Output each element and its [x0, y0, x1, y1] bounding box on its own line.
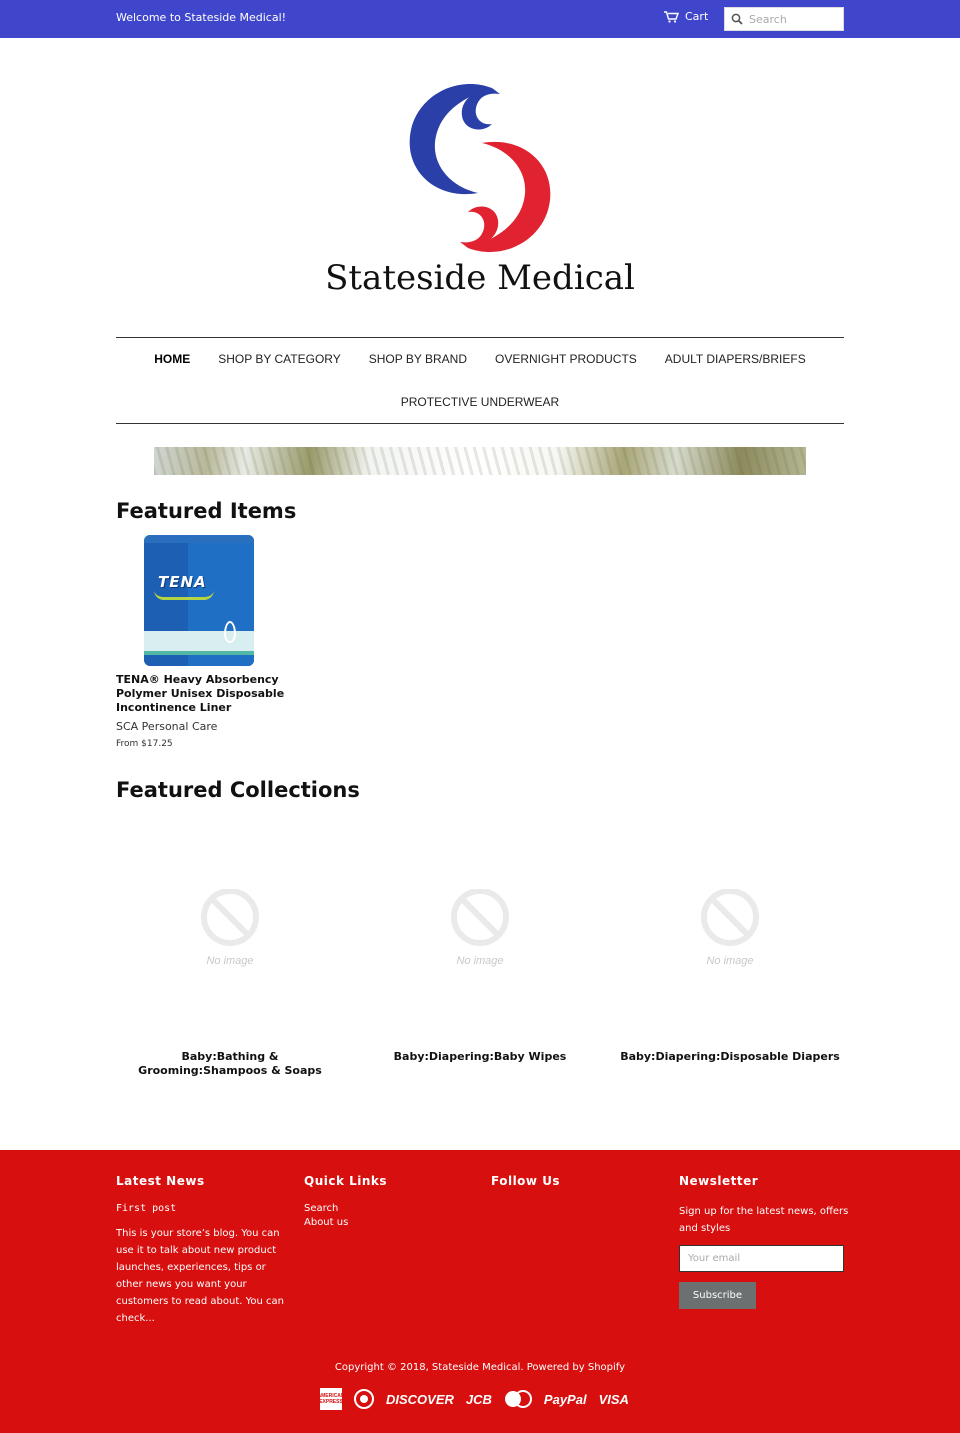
visa-icon: VISA — [598, 1391, 629, 1407]
footer-follow-us — [491, 1174, 661, 1188]
site-logo[interactable] — [300, 78, 660, 303]
cart-label: Cart — [685, 10, 709, 23]
nav-row — [116, 352, 844, 366]
top-bar — [0, 0, 960, 38]
copyright: Copyright © 2018, Stateside Medical. Powered by Shopify — [334, 1362, 626, 1373]
nav-item-overnight-products[interactable]: OVERNIGHT PRODUCTS — [495, 352, 637, 366]
no-image-label: No image — [456, 955, 504, 967]
brand-name: Stateside Medical — [325, 258, 635, 298]
footer-link-about-us[interactable]: About us — [304, 1217, 349, 1228]
footer-heading: Quick Links — [304, 1174, 388, 1188]
product-vendor: SCA Personal Care — [116, 720, 218, 733]
main-nav — [116, 337, 844, 424]
nav-item-shop-by-brand[interactable]: SHOP BY BRAND — [368, 352, 467, 366]
hero-banner-image[interactable] — [154, 447, 806, 475]
product-title[interactable]: TENA® Heavy Absorbency Polymer Unisex Disposable Incontinence Liner — [116, 673, 285, 714]
welcome-message: Welcome to Stateside Medical! — [116, 11, 287, 24]
jcb-icon: JCB — [465, 1391, 492, 1407]
newsletter-text: Sign up for the latest news, offers and styles — [679, 1206, 849, 1234]
payment-icons — [317, 1387, 650, 1411]
blog-post-excerpt: This is your store’s blog. You can use it to talk about new product launches, experiences, tips or other news you want your customers to read about. You can check... — [116, 1228, 284, 1324]
paypal-icon: PayPal — [543, 1391, 587, 1407]
footer-quick-links — [304, 1174, 474, 1228]
collection-title[interactable]: Baby:Bathing & Grooming:Shampoos & Soaps — [138, 1050, 322, 1077]
no-image-label: No image — [206, 955, 254, 967]
email-field-wrapper — [679, 1245, 844, 1272]
nav-item-shop-by-category[interactable]: SHOP BY CATEGORY — [218, 352, 341, 366]
collection-title[interactable]: Baby:Diapering:Disposable Diapers — [620, 1050, 840, 1063]
logo-mark-icon — [400, 78, 560, 258]
subscribe-button[interactable]: Subscribe — [679, 1282, 756, 1309]
nav-item-home[interactable]: HOME — [154, 352, 191, 366]
nav-item-protective-underwear[interactable]: PROTECTIVE UNDERWEAR — [400, 395, 560, 409]
footer-latest-news — [116, 1174, 286, 1327]
no-image-label: No image — [706, 955, 754, 967]
mastercard-icon — [504, 1390, 532, 1408]
email-field[interactable] — [688, 1246, 838, 1271]
american-express-icon: AMERICAN EXPRESS — [320, 1388, 342, 1410]
product-image-brand: TENA — [158, 573, 207, 591]
nav-row — [116, 395, 844, 409]
site-footer — [0, 1150, 960, 1433]
product-image[interactable] — [144, 535, 254, 666]
footer-heading: Latest News — [116, 1174, 205, 1188]
featured-items-heading: Featured Items — [116, 499, 297, 523]
nav-item-adult-diapers-briefs[interactable]: ADULT DIAPERS/BRIEFS — [664, 352, 806, 366]
diners-club-icon — [354, 1389, 374, 1409]
search-input[interactable] — [749, 13, 839, 26]
discover-icon: DISCOVER — [386, 1391, 454, 1407]
footer-newsletter — [679, 1174, 849, 1309]
search-box[interactable] — [724, 7, 844, 31]
footer-link-search[interactable]: Search — [304, 1203, 339, 1214]
product-price: From $17.25 — [116, 739, 173, 749]
footer-heading: Newsletter — [679, 1174, 759, 1188]
cart-icon — [664, 11, 679, 23]
collection-title[interactable]: Baby:Diapering:Baby Wipes — [393, 1050, 567, 1063]
blog-post-link[interactable]: First post — [116, 1203, 177, 1214]
cart-link[interactable] — [664, 10, 708, 23]
search-icon[interactable] — [731, 13, 743, 25]
featured-collections-heading: Featured Collections — [116, 778, 360, 802]
footer-heading: Follow Us — [491, 1174, 561, 1188]
